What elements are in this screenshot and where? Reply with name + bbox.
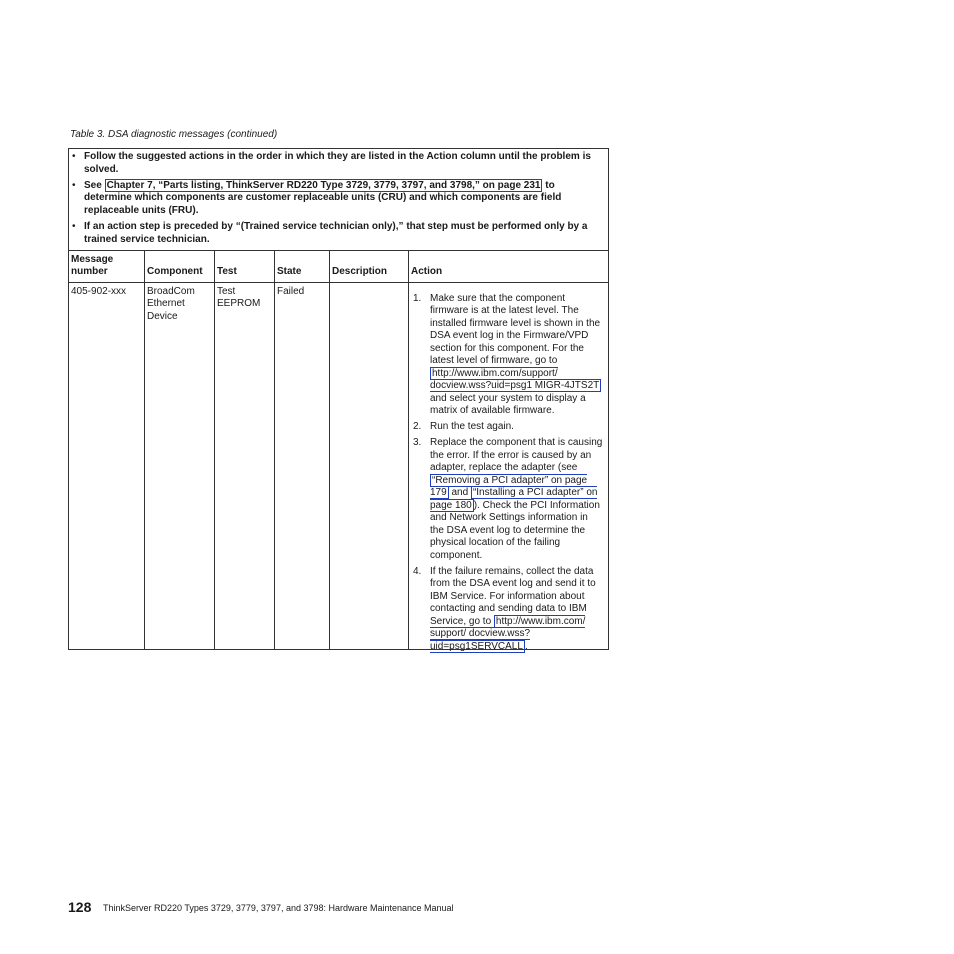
table-row [69,283,608,652]
firmware-link[interactable]: http://www.ibm.com/support/ docview.wss?uid=psg1 MIGR-4JTS2T [430,367,600,392]
step-text-post: . [524,640,528,652]
bullet-icon: • [72,151,76,162]
note-text: If an action step is preceded by “(Trained service technician only),” that step must be performed only by a trained service technician. [84,220,588,245]
component-line: Device [147,310,178,322]
dsa-messages-table [68,148,609,650]
step-text-mid: and [448,487,471,499]
step-text-post: ). Check the PCI Information and Network Settings information in the DSA event log to determine the physical location of the failing component. [430,499,600,561]
note-text-post: to determine which components are customer replaceable units (CRU) and which components are field replaceable units (FRU). [84,179,562,217]
ibm-service-link[interactable]: http://www.ibm.com/ support/ docview.wss?uid=psg1SERVCALL [430,615,586,652]
cell-description [330,283,409,649]
step-number: 3. [413,437,422,449]
header-message-number [69,251,145,282]
step-text-pre: Replace the component that is causing the error. If the error is caused by an adapter, replace the adapter (see [430,437,603,474]
note-text-pre: See [84,179,105,191]
step-text-pre: If the failure remains, collect the data from the DSA event log and send it to IBM Service. For information about contacting and sending data to IBM Service, go to [430,565,596,627]
bullet-icon: • [72,220,76,232]
bullet-icon: • [72,179,76,191]
step-text [430,566,606,654]
step-text [430,293,606,418]
header-message-line2: number [71,266,108,278]
step-number: 4. [413,565,422,577]
cell-action [409,283,608,652]
page-footer-title: ThinkServer RD220 Types 3729, 3779, 3797, and 3798: Hardware Maintenance Manual [103,903,454,913]
test-line: EEPROM [217,298,261,310]
component-line: BroadCom [147,285,195,297]
step-text [430,437,606,562]
cell-component [145,283,215,649]
header-state: State [275,251,330,282]
step-text-pre: Make sure that the component firmware is at the latest level. The installed firmware level is shown in the DSA event log in the Firmware/VPD section for this component. For the latest level of firmware, go to [430,292,601,367]
action-step [411,566,606,654]
cell-state: Failed [275,283,330,649]
header-component: Component [145,251,215,282]
step-number: 2. [413,421,422,433]
parts-listing-link[interactable]: Chapter 7, “Parts listing, ThinkServer RD220 Type 3729, 3779, 3797, and 3798,” on page 231 [106,179,541,191]
table-caption: Table 3. DSA diagnostic messages (continued) [70,129,278,140]
step-number: 1. [413,292,422,304]
note-text: Follow the suggested actions in the order in which they are listed in the Action column until the problem is solved. [84,151,591,175]
header-message-line1: Message [71,253,114,265]
page-number: 128 [68,899,92,915]
action-step [411,437,606,562]
table-header-row [69,251,608,283]
note-item [71,180,604,218]
removing-pci-adapter-link[interactable]: “Removing a PCI adapter” on page 179 [430,474,588,499]
cell-test [215,283,275,649]
note-item [71,221,604,247]
step-text: Run the test again. [430,421,514,433]
action-step [411,421,606,434]
action-step [411,293,606,418]
note-text [84,180,604,218]
header-action: Action [411,266,443,278]
test-line: Test [217,285,236,297]
note-item [71,151,604,177]
header-test: Test [215,251,275,282]
cell-message-number: 405-902-xxx [69,283,145,649]
header-description: Description [330,251,409,282]
step-text-post: and select your system to display a matrix of available firmware. [430,392,586,417]
installing-pci-adapter-link[interactable]: “Installing a PCI adapter” on page 180 [430,487,598,511]
action-list [411,286,606,654]
component-line: Ethernet [147,298,185,310]
table-notes [69,149,608,251]
